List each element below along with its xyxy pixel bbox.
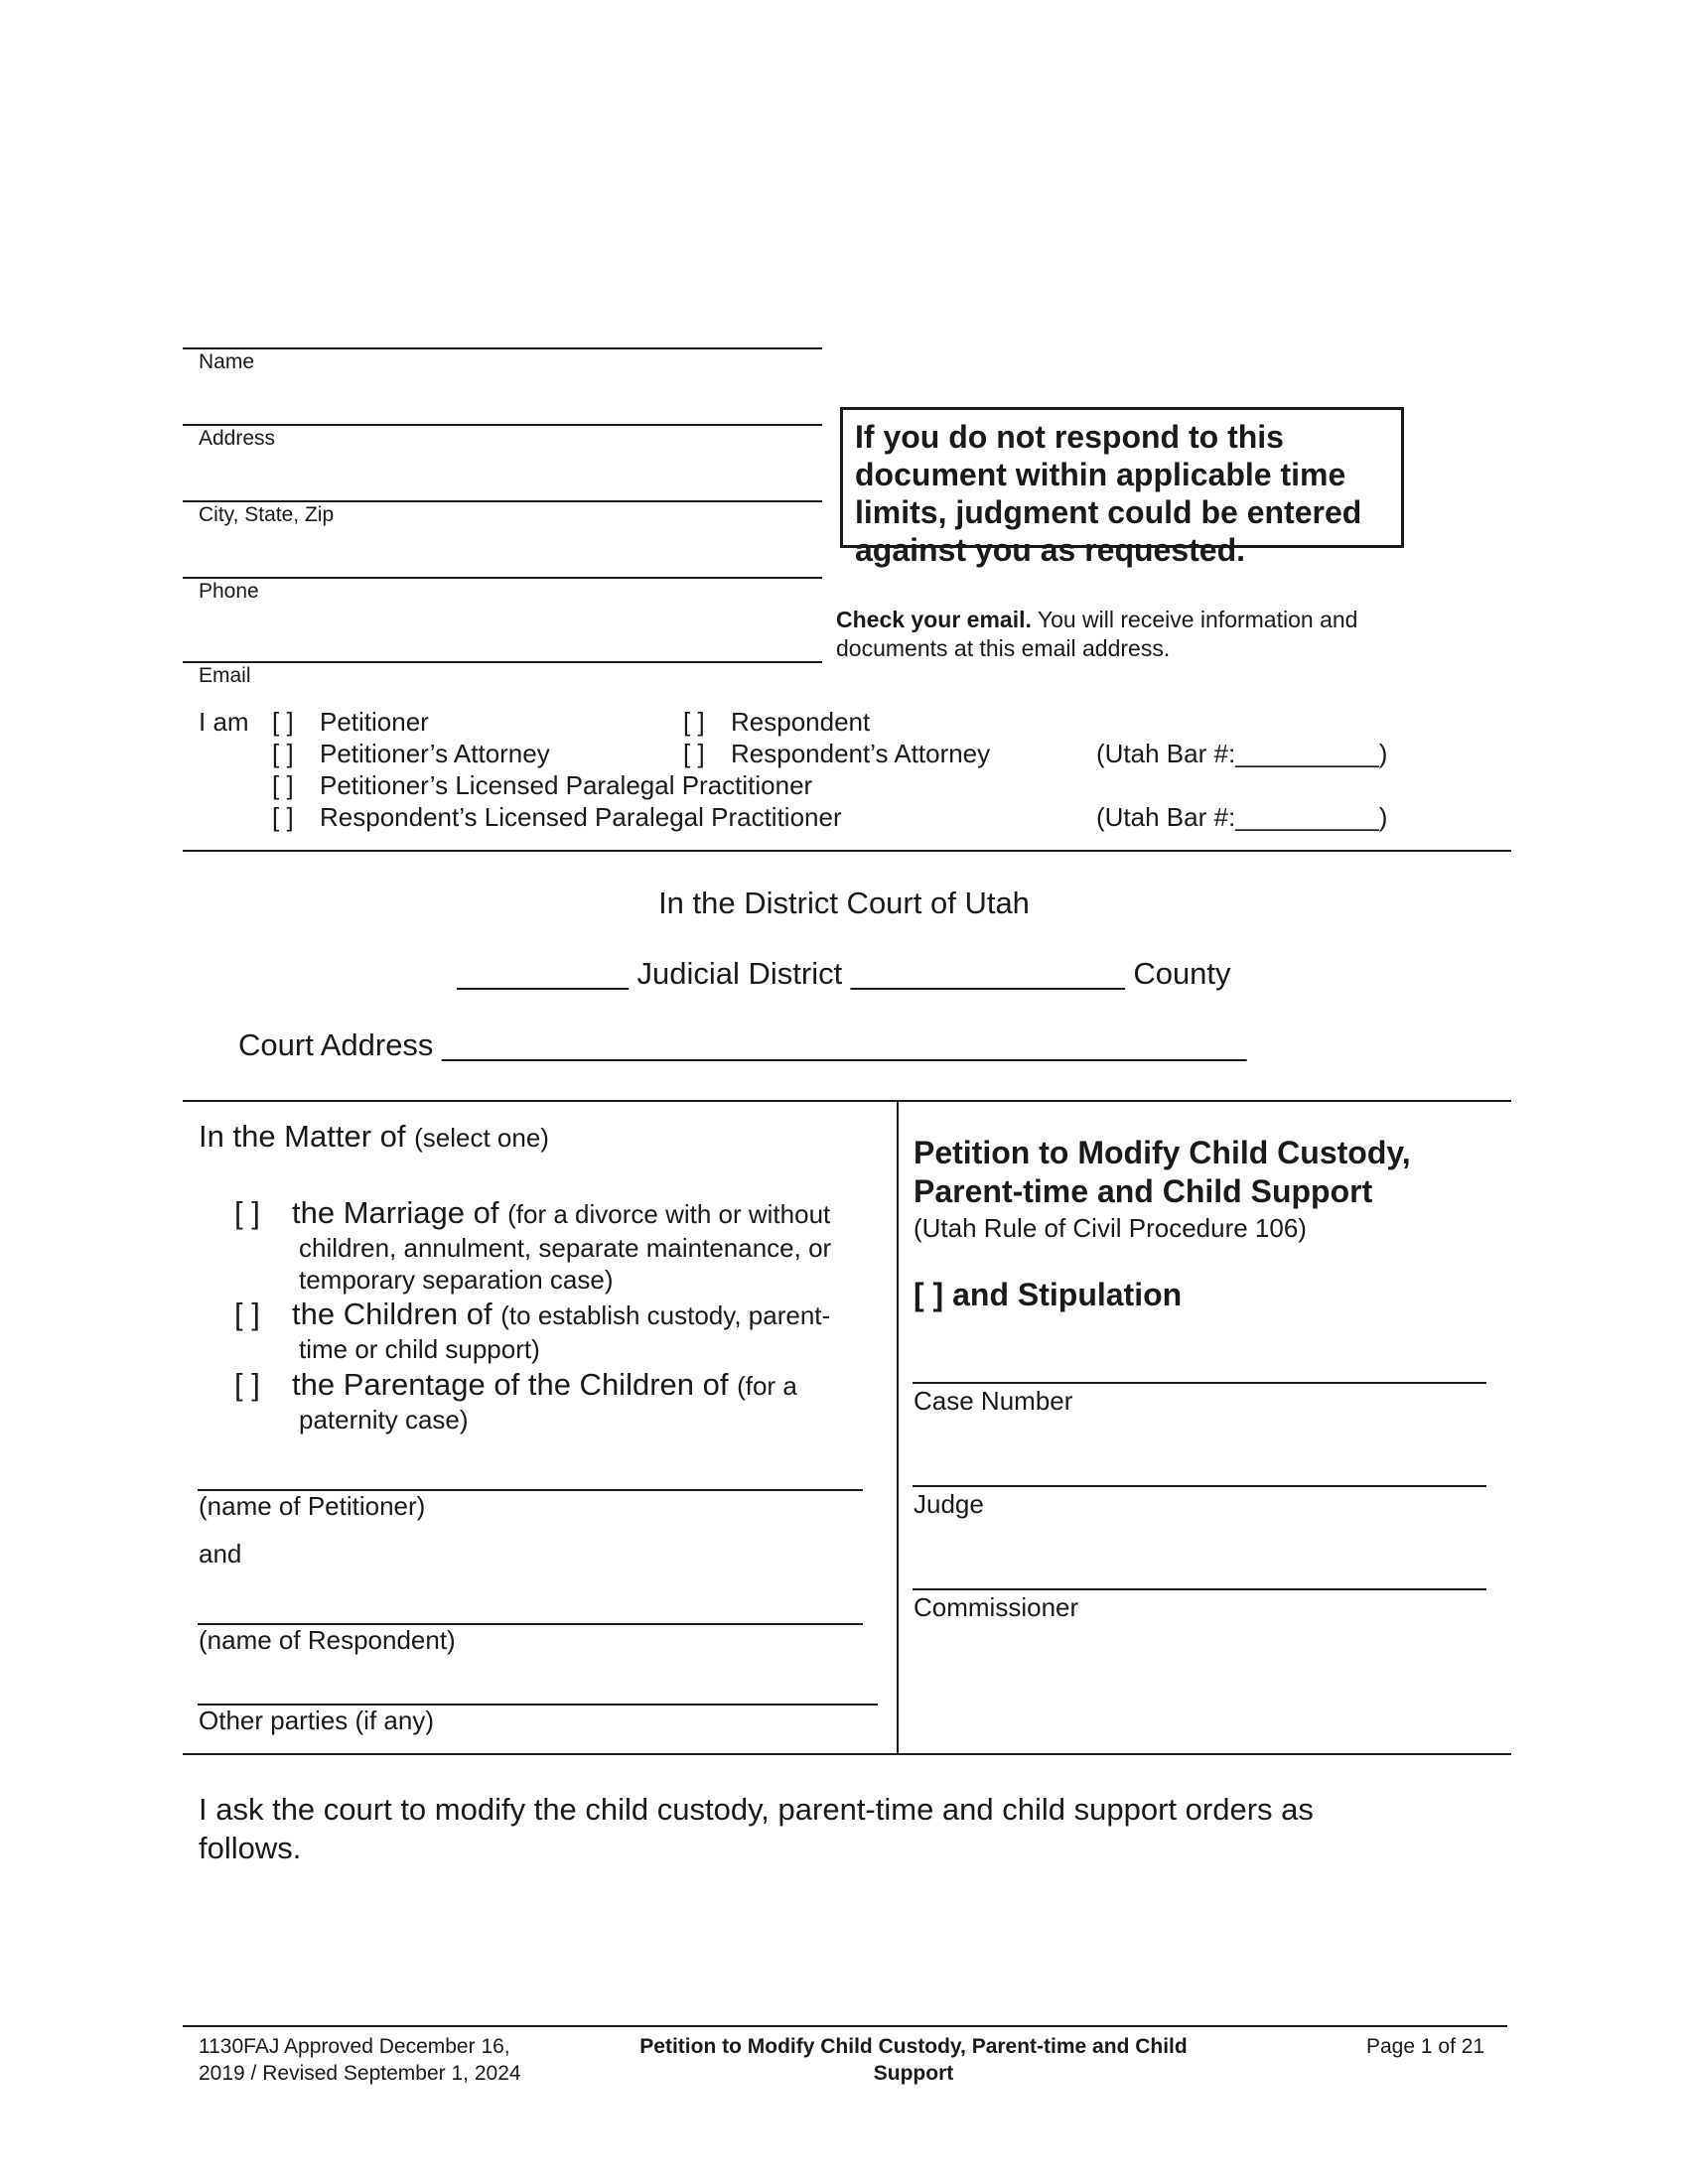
parentage-option: the Parentage of the Children of (for a (292, 1367, 797, 1402)
petitioner-option: Petitioner (320, 707, 429, 737)
utah-bar-field-1[interactable]: (Utah Bar #:__________) (1096, 739, 1388, 768)
judge-line[interactable] (913, 1485, 1486, 1487)
warning-box: If you do not respond to this document within applicable time limits, judgment could be entered against you as requested. (840, 407, 1404, 548)
name-line[interactable] (183, 347, 822, 349)
petitioners-attorney-checkbox[interactable]: [ ] (272, 739, 294, 768)
court-address-label: Court Address (238, 1027, 434, 1062)
parentage-note-b: paternity case) (299, 1405, 469, 1434)
email-label: Email (199, 664, 251, 687)
children-note-a: (to establish custody, parent- (500, 1300, 831, 1330)
petitioner-checkbox[interactable]: [ ] (272, 707, 294, 737)
marriage-checkbox[interactable]: [ ] (234, 1195, 260, 1230)
matter-heading: In the Matter of (select one) (199, 1119, 549, 1154)
petitioners-attorney-option: Petitioner’s Attorney (320, 739, 550, 768)
utah-bar-field-2[interactable]: (Utah Bar #:__________) (1096, 802, 1388, 832)
marriage-note-a: (for a divorce with or without (507, 1199, 831, 1229)
marriage-option: the Marriage of (for a divorce with or without (292, 1195, 831, 1230)
form-number-line-1: 1130FAJ Approved December 16, (199, 2035, 510, 2058)
respondents-attorney-checkbox[interactable]: [ ] (683, 739, 705, 768)
respondents-attorney-option: Respondent’s Attorney (731, 739, 991, 768)
children-option: the Children of (to establish custody, parent- (292, 1297, 831, 1331)
petition-title-2: Parent-time and Child Support (914, 1173, 1373, 1209)
other-parties-label: Other parties (if any) (199, 1706, 434, 1735)
footer-divider (183, 2025, 1507, 2027)
district-county-line (0, 956, 1688, 992)
court-title: In the District Court of Utah (658, 886, 1030, 920)
divider-caption-top (183, 1100, 1511, 1102)
marriage-note-c: temporary separation case) (299, 1265, 614, 1295)
judge-label: Judge (914, 1489, 984, 1519)
pet-paralegal-checkbox[interactable]: [ ] (272, 770, 294, 800)
footer-title (596, 2033, 1231, 2087)
and-label: and (199, 1539, 242, 1569)
case-number-label: Case Number (914, 1386, 1073, 1416)
address-label: Address (199, 427, 276, 450)
phone-line[interactable] (183, 577, 822, 579)
email-notice (836, 606, 1422, 663)
marriage-note-b: children, annulment, separate maintenance, or (299, 1233, 832, 1263)
pet-paralegal-option: Petitioner’s Licensed Paralegal Practitioner (320, 770, 813, 800)
page-number: Page 1 of 21 (1366, 2035, 1485, 2058)
commissioner-line[interactable] (913, 1588, 1486, 1590)
name-label: Name (199, 350, 255, 373)
divider-caption-bottom (183, 1753, 1511, 1755)
stipulation-checkbox[interactable]: [ ] and Stipulation (914, 1277, 1183, 1312)
form-number-line-2: 2019 / Revised September 1, 2024 (199, 2062, 521, 2085)
petitioner-name-label: (name of Petitioner) (199, 1491, 426, 1521)
email-notice-bold: Check your email. (836, 607, 1032, 632)
parentage-note-a: (for a (737, 1371, 797, 1401)
divider-top (183, 850, 1511, 852)
form-number (199, 2033, 521, 2087)
court-address-field[interactable]: _______________________________________________ (442, 1027, 1247, 1062)
respondent-option: Respondent (731, 707, 871, 737)
respondent-checkbox[interactable]: [ ] (683, 707, 705, 737)
email-line[interactable] (183, 661, 822, 663)
matter-heading-note: (select one) (414, 1123, 549, 1153)
request-line-1: I ask the court to modify the child custody, parent-time and child support orders as (199, 1792, 1314, 1827)
request-line-2: follows. (199, 1831, 302, 1865)
i-am-label: I am (199, 707, 249, 737)
rule-reference: (Utah Rule of Civil Procedure 106) (914, 1213, 1307, 1243)
county-field[interactable]: ________________ (850, 956, 1125, 991)
county-label: County (1133, 956, 1231, 991)
case-number-line[interactable] (913, 1382, 1486, 1384)
children-note-b: time or child support) (299, 1334, 540, 1364)
email-notice-text: You will receive information and documents at this email address. (836, 607, 1358, 661)
court-address-row (238, 1027, 1246, 1063)
city-label: City, State, Zip (199, 503, 335, 526)
commissioner-label: Commissioner (914, 1592, 1079, 1622)
resp-paralegal-checkbox[interactable]: [ ] (272, 802, 294, 832)
footer-title-line-2: Support (873, 2062, 954, 2085)
respondent-name-label: (name of Respondent) (199, 1625, 456, 1655)
address-line[interactable] (183, 424, 822, 426)
children-checkbox[interactable]: [ ] (234, 1297, 260, 1331)
resp-paralegal-option: Respondent’s Licensed Paralegal Practitioner (320, 802, 842, 832)
city-line[interactable] (183, 500, 822, 502)
judicial-district-label: Judicial District (636, 956, 843, 991)
petition-title-1: Petition to Modify Child Custody, (914, 1135, 1411, 1170)
phone-label: Phone (199, 580, 259, 603)
parentage-checkbox[interactable]: [ ] (234, 1367, 260, 1402)
district-field[interactable]: __________ (457, 956, 629, 991)
footer-title-line-1: Petition to Modify Child Custody, Parent-time and Child (639, 2035, 1188, 2058)
caption-divider (897, 1100, 899, 1753)
